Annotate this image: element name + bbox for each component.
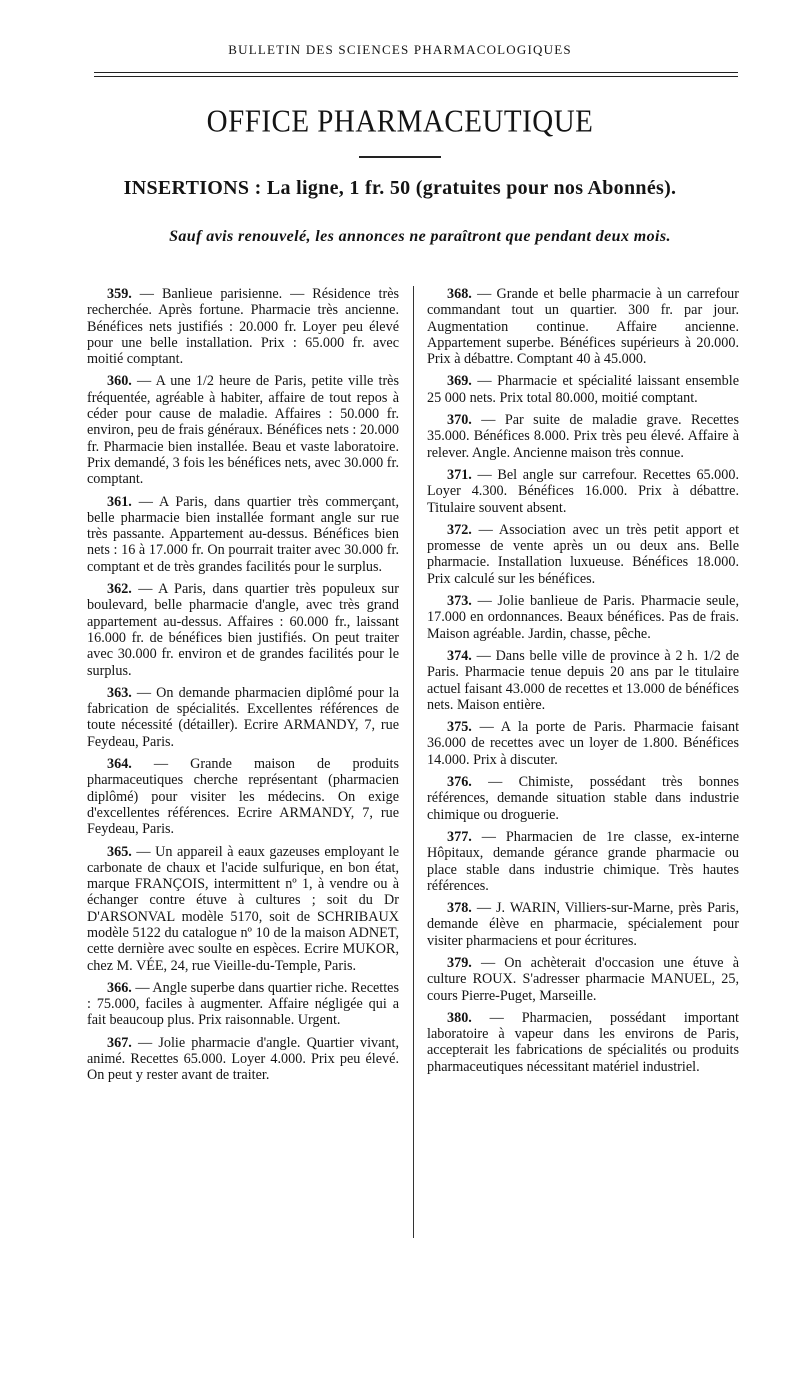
listing-373: 373. — Jolie banlieue de Paris. Pharmacie seule, 17.000 en ordonnances. Beaux bénéfices. Pas de frais. Maison agréable. Jardin, chasse, pêche. [427, 593, 739, 642]
left-column [87, 286, 399, 1090]
listing-363: 363. — On demande pharmacien diplômé pour la fabrication de spécialités. Excellentes références de toute nécessité (détailler). Ecrire ARMANDY, 7, rue Feydeau, Paris. [87, 684, 399, 750]
listing-380: 380. — Pharmacien, possédant important laboratoire à vapeur dans les environs de Paris, accepterait les fabrications de spécialités ou produits pharmaceutiques nécessitant matériel industriel. [427, 1009, 739, 1075]
right-column [427, 286, 739, 1081]
listing-371: 371. — Bel angle sur carrefour. Recettes 65.000. Loyer 4.300. Bénéfices 16.000. Prix à débattre. Titulaire souvent absent. [427, 466, 740, 516]
listing-365: 365. — Un appareil à eaux gazeuses employant le carbonate de chaux et l'acide sulfurique, en bon état, marque FRANÇOIS, intermittent nº 1, à vendre ou à échanger contre étuve à cultures ; soit du Dr D'ARSONVAL modèle 5170, soit de SCHRIBAUX modèle 5122 du catalogue nº 10 de la maison ADNET, cette dernière avec soulte en espèces. Ecrire MUKOR, chez M. VÉE, 24, rue Vieille-du-Temple, Paris. [87, 843, 399, 974]
column-divider [413, 286, 414, 1238]
header-rule [94, 72, 738, 77]
listing-376: 376. — Chimiste, possédant très bonnes références, demande situation stable dans industrie chimique ou droguerie. [427, 774, 739, 823]
listing-379: 379. — On achèterait d'occasion une étuve à culture ROUX. S'adresser pharmacie MANUEL, 25, cours Pierre-Puget, Marseille. [427, 954, 740, 1004]
listing-367: 367. — Jolie pharmacie d'angle. Quartier vivant, animé. Recettes 65.000. Loyer 4.000. Prix peu élevé. On peut y rester avant de traiter. [87, 1034, 399, 1084]
section-title: OFFICE PHARMACEUTIQUE [206, 104, 594, 140]
listing-368: 368. — Grande et belle pharmacie à un carrefour commandant tout un quartier. 300 fr. par jour. Augmentation continue. Affaire ancienne. Appartement superbe. Bénéfices supérieurs à 20.000. Prix à débattre. Comptant 40 à 45.000. [427, 286, 739, 368]
listing-375: 375. — A la porte de Paris. Pharmacie faisant 36.000 de recettes avec un loyer de 1.800. Bénéfices 14.000. Prix à discuter. [427, 719, 740, 768]
listing-369: 369. — Pharmacie et spécialité laissant ensemble 25 000 nets. Prix total 80.000, moitié comptant. [427, 373, 739, 406]
listing-366: 366. — Angle superbe dans quartier riche. Recettes : 75.000, faciles à augmenter. Affaire négligée qui a fait beaucoup plus. Prix raisonnable. Urgent. [87, 979, 399, 1029]
listing-362: 362. — A Paris, dans quartier très populeux sur boulevard, belle pharmacie d'angle, avec très grand appartement au-dessus. Affaires : 60.000 fr., laissant 16.000 fr. de bénéfices bien justifiés. On peut traiter avec 30.000 fr. environ et de grandes facilités pour le surplus. [87, 581, 399, 679]
listing-370: 370. — Par suite de maladie grave. Recettes 35.000. Bénéfices 8.000. Prix très peu élevé. Affaire à relever. Angle. Ancienne maison très connue. [427, 412, 739, 461]
listing-378: 378. — J. WARIN, Villiers-sur-Marne, près Paris, demande élève en pharmacie, spécialement pour visiter pharmaciens et pour écritures. [427, 900, 739, 949]
title-underline [359, 156, 441, 158]
listing-364: 364. — Grande maison de produits pharmaceutiques cherche représentant (pharmacien diplômé) pour visiter les médecins. On exige d'excellentes références. Ecrire ARMANDY, 7, rue Feydeau, Paris. [87, 756, 399, 838]
renewal-notice: Sauf avis renouvelé, les annonces ne paraîtront que pendant deux mois. [169, 228, 671, 245]
listing-377: 377. — Pharmacien de 1re classe, ex-interne Hôpitaux, demande gérance grande pharmacie ou place stable dans industrie chimique. Très hautes références. [427, 828, 740, 894]
listing-374: 374. — Dans belle ville de province à 2 h. 1/2 de Paris. Pharmacie tenue depuis 20 ans par le titulaire actuel faisant 43.000 de recettes et 13.000 de bénéfices nets. Maison entière. [427, 647, 740, 713]
insertion-rates: INSERTIONS : La ligne, 1 fr. 50 (gratuites pour nos Abonnés). [123, 177, 677, 199]
listing-359: 359. — Banlieue parisienne. — Résidence très recherchée. Après fortune. Pharmacie très ancienne. Bénéfices nets justifiés : 20.000 fr. Loyer peu élevé pour une belle installation. Prix : 65.000 fr. avec moitié comptant. [87, 286, 400, 368]
listing-372: 372. — Association avec un très petit apport et promesse de vente après un ou deux ans. Belle pharmacie. Installation luxueuse. Bénéfices 18.000. Prix calculé sur les bénéfices. [427, 521, 740, 587]
listing-361: 361. — A Paris, dans quartier très commerçant, belle pharmacie bien installée formant angle sur rue très passante. Appartement au-dessus. Bénéfices bien nets : 16 à 17.000 fr. On pourrait traiter avec 30.000 fr. comptant et de très grandes facilités pour le surplus. [87, 493, 399, 575]
running-title: BULLETIN DES SCIENCES PHARMACOLOGIQUES [228, 42, 572, 57]
listing-360: 360. — A une 1/2 heure de Paris, petite ville très fréquentée, agréable à habiter, affaire de tout repos à céder pour cause de maladie. Affaires : 50.000 fr. environ, peu de frais généraux. Bénéfices nets : 20.000 fr. Pharmacie bien installée. Beau et vaste laboratoire. Prix demandé, 3 fois les bénéfices nets, avec 30.000 fr. comptant. [87, 373, 400, 488]
